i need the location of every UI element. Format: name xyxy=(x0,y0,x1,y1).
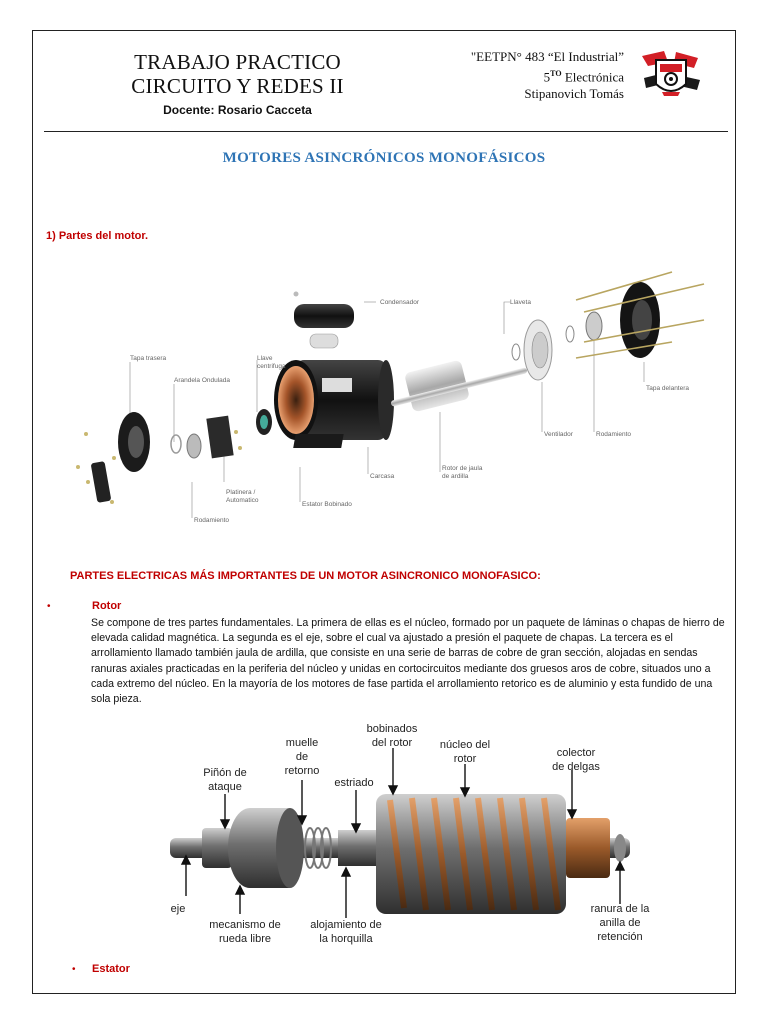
electrical-parts-heading: PARTES ELECTRICAS MÁS IMPORTANTES DE UN MOTOR ASINCRONICO MONOFASICO: xyxy=(70,570,541,582)
label-bobinados-2: del rotor xyxy=(371,737,413,749)
school-logo-icon xyxy=(640,48,702,102)
label-mecanismo-1: mecanismo de xyxy=(209,919,281,931)
label-eje: eje xyxy=(170,903,186,915)
course-sup: TO xyxy=(550,69,562,78)
label-ranura-1: ranura de la xyxy=(590,903,650,915)
estator-label: Estator xyxy=(92,963,130,975)
rotor-parts-diagram xyxy=(150,718,670,950)
label-platinera-1: Platinera / xyxy=(226,489,256,496)
header-divider xyxy=(44,131,728,132)
label-muelle-1: muelle xyxy=(285,737,319,749)
student-name: Stipanovich Tomás xyxy=(524,86,624,102)
course xyxy=(471,65,624,85)
label-rodamiento-left: Rodamiento xyxy=(194,517,230,524)
label-carcasa: Carcasa xyxy=(370,473,395,480)
label-nucleo-1: núcleo del xyxy=(439,739,491,751)
label-rotor-1: Rotor de jaula xyxy=(442,465,483,472)
label-arandela: Arandela Ondulada xyxy=(174,377,231,384)
label-rodamiento-right: Rodamiento xyxy=(596,431,632,438)
bullet-estator: • xyxy=(72,964,76,975)
label-colector-1: colector xyxy=(556,747,596,759)
label-muelle-2: de xyxy=(295,751,309,763)
label-ventilador: Ventilador xyxy=(544,431,573,438)
main-title: MOTORES ASINCRÓNICOS MONOFÁSICOS xyxy=(222,150,546,166)
label-tapa-delantera: Tapa delantera xyxy=(646,385,690,392)
label-llave-2: centrifuga xyxy=(257,363,286,370)
label-ranura-2: anilla de xyxy=(599,917,641,929)
label-tapa-trasera: Tapa trasera xyxy=(130,355,167,362)
label-alojamiento-1: alojamiento de xyxy=(310,919,382,931)
section-heading-parts: 1) Partes del motor. xyxy=(46,230,149,242)
title-line-2: CIRCUITO Y REDES II xyxy=(131,74,344,98)
label-llave-1: Llave xyxy=(257,355,273,362)
label-pinon-2: ataque xyxy=(208,781,242,793)
capacitor-shape xyxy=(294,304,354,328)
label-nucleo-2: rotor xyxy=(453,753,477,765)
label-mecanismo-2: rueda libre xyxy=(219,933,271,945)
course-number: 5 xyxy=(543,69,551,85)
school-name: "EETPN° 483 “El Industrial” xyxy=(470,49,624,64)
label-rotor-2: de ardilla xyxy=(442,473,469,480)
document-title xyxy=(95,50,380,117)
rotor-label: Rotor xyxy=(92,600,122,612)
label-alojamiento-2: la horquilla xyxy=(319,933,373,945)
exploded-motor-diagram xyxy=(64,262,724,524)
school-info xyxy=(471,48,624,102)
bullet-rotor: • xyxy=(47,601,51,612)
label-estriado: estriado xyxy=(334,777,374,789)
label-llaveta: Llaveta xyxy=(510,299,531,306)
label-bobinados-1: bobinados xyxy=(366,723,418,735)
label-estator: Estator Bobinado xyxy=(302,501,352,508)
rotor-description: Se compone de tres partes fundamentales. La primera de ellas es el núcleo, formado por un paquete de láminas o chapas de hierro de elevada calidad magnética. La segunda es el eje, sobre el cual va ajustado a presión el paquete de chapas. La tercera es el arrollamiento llamado también jaula de ardilla, que consiste en una serie de barras de cobre de gran sección, alojadas en sendas ranuras axiales practicadas en la periferia del núcleo y unidas en cortocircuitos mediante dos gruesos aros de cobre, situados uno a cada extremo del núcleo. En la mayoría de los motores de fase partida el arrollamiento retorico es de aluminio y esta fundido de una sola pieza. xyxy=(91,617,725,706)
label-pinon-1: Piñón de xyxy=(203,767,247,779)
label-colector-2: de delgas xyxy=(552,761,600,773)
label-condensador: Condensador xyxy=(380,299,420,306)
label-muelle-3: retorno xyxy=(284,765,320,777)
label-ranura-3: retención xyxy=(597,931,643,943)
course-name: Electrónica xyxy=(561,69,624,85)
title-line-1: TRABAJO PRACTICO xyxy=(134,50,341,74)
label-platinera-2: Automatico xyxy=(226,497,259,504)
docente-line: Docente: Rosario Cacceta xyxy=(163,103,312,117)
